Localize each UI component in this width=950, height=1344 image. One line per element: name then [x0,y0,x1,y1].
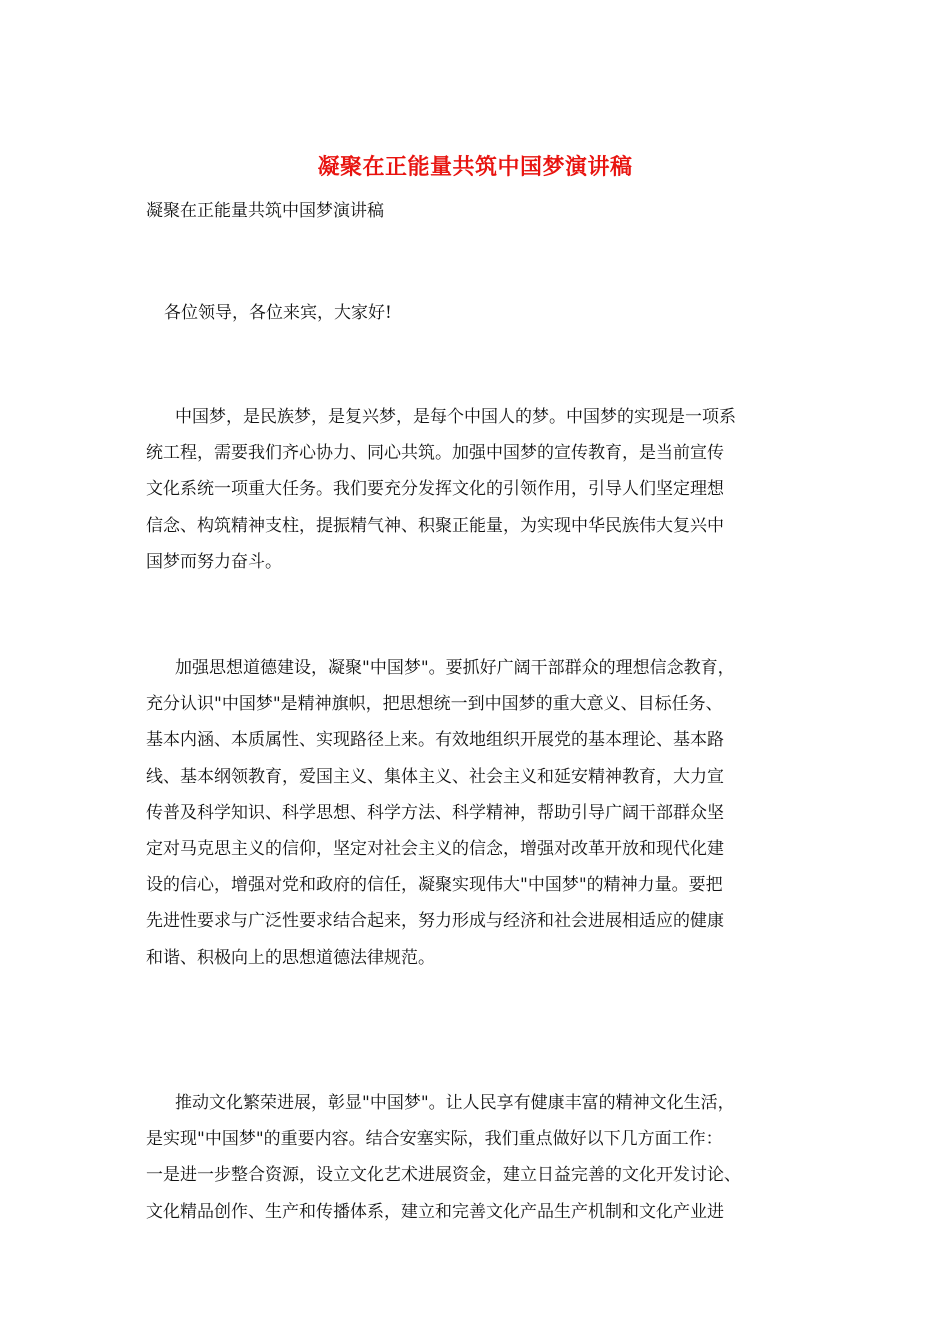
document-title: 凝聚在正能量共筑中国梦演讲稿 [317,155,633,180]
paragraph-line: 充分认识"中国梦"是精神旗帜，把思想统一到中国梦的重大意义、目标任务、 [146,694,723,715]
paragraph-line: 加强思想道德建设，凝聚"中国梦"。要抓好广阔干部群众的理想信念教育， [175,658,735,678]
paragraph-line: 统工程，需要我们齐心协力、同心共筑。加强中国梦的宣传教育，是当前宣传 [146,443,724,464]
paragraph-line: 传普及科学知识、科学思想、科学方法、科学精神，帮助引导广阔干部群众坚 [146,802,724,823]
paragraph-line: 中国梦，是民族梦，是复兴梦，是每个中国人的梦。中国梦的实现是一项系 [175,407,736,427]
paragraph-line: 一是进一步整合资源，设立文化艺术进展资金，建立日益完善的文化开发讨论、 [146,1165,741,1186]
paragraph-line: 文化精品创作、生产和传播体系，建立和完善文化产品生产机制和文化产业进 [146,1201,724,1222]
paragraph-line: 文化系统一项重大任务。我们要充分发挥文化的引领作用，引导人们坚定理想 [146,479,724,500]
paragraph-line: 推动文化繁荣进展，彰显"中国梦"。让人民享有健康丰富的精神文化生活， [175,1093,735,1113]
paragraph-line: 定对马克思主义的信仰，坚定对社会主义的信念，增强对改革开放和现代化建 [146,839,724,860]
paragraph-line: 是实现"中国梦"的重要内容。结合安塞实际，我们重点做好以下几方面工作： [146,1129,723,1150]
greeting-line: 各位领导，各位来宾，大家好! [164,303,392,323]
paragraph-line: 和谐、积极向上的思想道德法律规范。 [146,947,435,968]
paragraph-line: 国梦而努力奋斗。 [146,551,282,572]
paragraph-1 [146,399,810,580]
paragraph-line: 先进性要求与广泛性要求结合起来，努力形成与经济和社会进展相适应的健康 [146,911,724,932]
paragraph-line: 信念、构筑精神支柱，提振精气神、积聚正能量，为实现中华民族伟大复兴中 [146,515,724,536]
paragraph-3 [146,1085,810,1230]
paragraph-2 [146,650,810,976]
paragraph-line: 基本内涵、本质属性、实现路径上来。有效地组织开展党的基本理论、基本路 [146,730,724,751]
paragraph-line: 线、基本纲领教育，爱国主义、集体主义、社会主义和延安精神教育，大力宣 [146,766,724,787]
paragraph-line: 设的信心，增强对党和政府的信任，凝聚实现伟大"中国梦"的精神力量。要把 [146,875,723,896]
document-subtitle: 凝聚在正能量共筑中国梦演讲稿 [146,201,384,221]
